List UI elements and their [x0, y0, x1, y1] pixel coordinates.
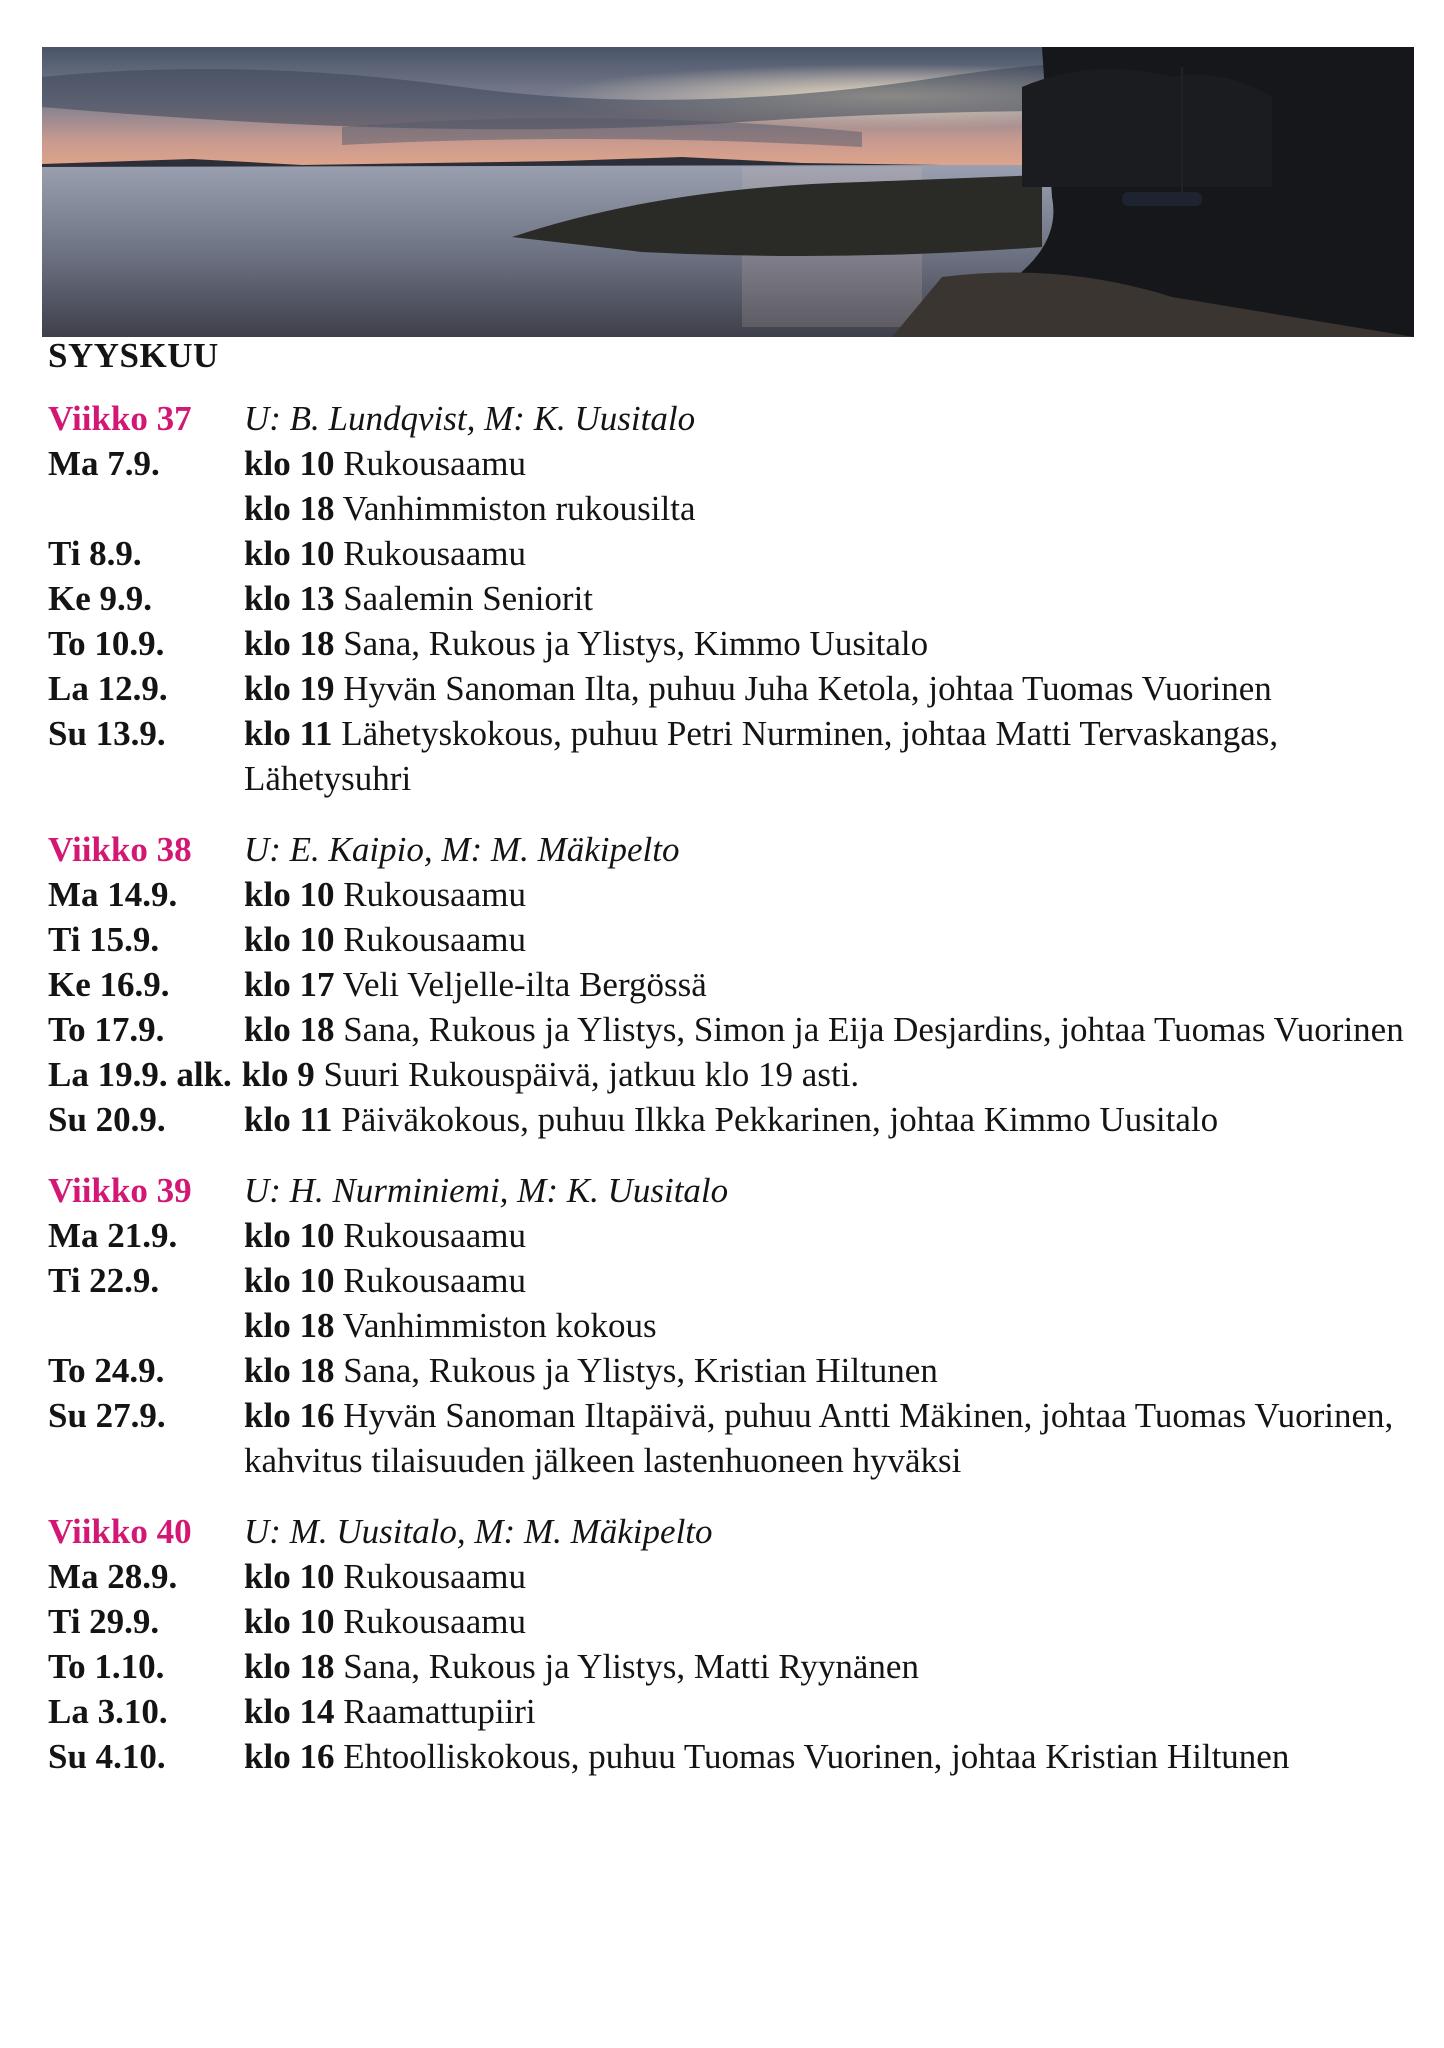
event-description: Sana, Rukous ja Ylistys, Kimmo Uusitalo	[343, 624, 929, 663]
event-day: To 10.9.	[48, 624, 165, 663]
event-day: To 17.9.	[48, 1010, 165, 1049]
event-description: Vanhimmiston rukousilta	[342, 489, 696, 528]
event-time: klo 16	[244, 1737, 335, 1776]
event-description: Suuri Rukouspäivä, jatkuu klo 19 asti.	[323, 1055, 860, 1094]
event-time: klo 13	[244, 579, 335, 618]
event-row	[48, 1258, 1408, 1303]
event-description: Rukousaamu	[343, 920, 526, 959]
event-time: klo 10	[244, 444, 335, 483]
event-row	[48, 1734, 1408, 1779]
event-row	[48, 1007, 1408, 1052]
event-description: Sana, Rukous ja Ylistys, Kristian Hiltunen	[343, 1351, 938, 1390]
event-day: Ma 28.9.	[48, 1557, 178, 1596]
event-text	[244, 576, 1408, 621]
event-description: Saalemin Seniorit	[343, 579, 594, 618]
event-day: La 3.10.	[48, 1692, 168, 1731]
event-row	[48, 872, 1408, 917]
event-text	[244, 1734, 1408, 1779]
event-row	[48, 1052, 1408, 1097]
month-title: SYYSKUU	[48, 336, 219, 375]
event-day: Su 4.10.	[48, 1737, 166, 1776]
event-description: Hyvän Sanoman Ilta, puhuu Juha Ketola, johtaa Tuomas Vuorinen	[343, 669, 1272, 708]
event-text	[242, 1052, 1408, 1097]
event-description: Rukousaamu	[343, 1261, 526, 1300]
event-day: Ke 9.9.	[48, 579, 153, 618]
event-day: Su 27.9.	[48, 1396, 166, 1435]
event-row	[48, 1689, 1408, 1734]
week-staff: U: M. Uusitalo, M: M. Mäkipelto	[244, 1512, 713, 1551]
event-text	[244, 1393, 1408, 1483]
week-label: Viikko 40	[48, 1512, 192, 1551]
event-text	[244, 1644, 1408, 1689]
event-description: Sana, Rukous ja Ylistys, Matti Ryynänen	[343, 1647, 919, 1686]
event-text	[244, 486, 1408, 531]
event-description: Hyvän Sanoman Iltapäivä, puhuu Antti Mäkinen, johtaa Tuomas Vuorinen, kahvitus tilaisuuden jälkeen lastenhuoneen hyväksi	[244, 1396, 1394, 1480]
event-description: Rukousaamu	[343, 1557, 526, 1596]
event-description: Rukousaamu	[343, 875, 526, 914]
event-row	[48, 917, 1408, 962]
event-day: Ti 22.9.	[48, 1261, 160, 1300]
event-row	[48, 711, 1408, 801]
event-time: klo 18	[244, 1306, 335, 1345]
event-day: Su 20.9.	[48, 1100, 166, 1139]
event-time: klo 17	[244, 965, 335, 1004]
event-time: klo 18	[244, 489, 335, 528]
event-day: Su 13.9.	[48, 714, 166, 753]
event-description: Vanhimmiston kokous	[342, 1306, 657, 1345]
event-description: Rukousaamu	[343, 1602, 526, 1641]
event-description: Rukousaamu	[343, 444, 526, 483]
event-text	[244, 872, 1408, 917]
event-time: klo 10	[244, 920, 335, 959]
event-time: klo 9	[241, 1055, 315, 1094]
event-row	[48, 666, 1408, 711]
week-staff: U: B. Lundqvist, M: K. Uusitalo	[244, 399, 696, 438]
event-text	[244, 1007, 1408, 1052]
event-day: Ti 15.9.	[48, 920, 160, 959]
event-text	[244, 1303, 1408, 1348]
event-row	[48, 441, 1408, 486]
event-text	[244, 666, 1408, 711]
event-row	[48, 1213, 1408, 1258]
event-day: Ti 8.9.	[48, 534, 142, 573]
event-row	[48, 1348, 1408, 1393]
week-label: Viikko 38	[48, 830, 192, 869]
week-staff: U: H. Nurminiemi, M: K. Uusitalo	[244, 1171, 729, 1210]
event-row	[48, 1303, 1408, 1348]
week-block	[48, 396, 1408, 801]
event-day: To 1.10.	[48, 1647, 165, 1686]
event-row	[48, 621, 1408, 666]
event-text	[244, 1554, 1408, 1599]
event-day: Ma 14.9.	[48, 875, 178, 914]
event-time: klo 10	[244, 1557, 335, 1596]
event-text	[244, 621, 1408, 666]
event-row	[48, 1097, 1408, 1142]
week-label: Viikko 37	[48, 399, 192, 438]
event-row	[48, 1644, 1408, 1689]
event-time: klo 10	[244, 1216, 335, 1255]
event-row	[48, 962, 1408, 1007]
event-description: Sana, Rukous ja Ylistys, Simon ja Eija Desjardins, johtaa Tuomas Vuorinen	[343, 1010, 1404, 1049]
event-time: klo 11	[244, 1100, 333, 1139]
event-description: Rukousaamu	[343, 534, 526, 573]
event-day: La 19.9. alk.	[48, 1055, 232, 1094]
event-day: Ma 7.9.	[48, 444, 160, 483]
event-description: Ehtoolliskokous, puhuu Tuomas Vuorinen, johtaa Kristian Hiltunen	[343, 1737, 1290, 1776]
event-description: Päiväkokous, puhuu Ilkka Pekkarinen, johtaa Kimmo Uusitalo	[341, 1100, 1219, 1139]
event-description: Rukousaamu	[343, 1216, 526, 1255]
event-time: klo 19	[244, 669, 335, 708]
event-row	[48, 1393, 1408, 1483]
event-row	[48, 1599, 1408, 1644]
event-text	[244, 1213, 1408, 1258]
event-day: To 24.9.	[48, 1351, 165, 1390]
event-text	[244, 1689, 1408, 1734]
event-time: klo 11	[244, 714, 333, 753]
event-description: Raamattupiiri	[343, 1692, 536, 1731]
event-day: Ti 29.9.	[48, 1602, 160, 1641]
week-header	[48, 1509, 1408, 1554]
event-row	[48, 531, 1408, 576]
event-text	[244, 1599, 1408, 1644]
week-header	[48, 827, 1408, 872]
event-text	[244, 531, 1408, 576]
event-day	[48, 1303, 244, 1348]
event-day	[48, 486, 244, 531]
event-day: Ke 16.9.	[48, 965, 170, 1004]
event-day: La 12.9.	[48, 669, 168, 708]
event-text	[244, 1258, 1408, 1303]
event-text	[244, 441, 1408, 486]
event-text	[244, 917, 1408, 962]
week-block	[48, 1168, 1408, 1483]
week-block	[48, 827, 1408, 1142]
week-staff: U: E. Kaipio, M: M. Mäkipelto	[244, 830, 680, 869]
week-block	[48, 1509, 1408, 1779]
lake-sunset-photo	[42, 47, 1414, 337]
event-time: klo 18	[244, 1351, 335, 1390]
event-text	[244, 711, 1408, 801]
event-description: Lähetyskokous, puhuu Petri Nurminen, johtaa Matti Tervaskangas, Lähetysuhri	[244, 714, 1279, 798]
event-time: klo 10	[244, 875, 335, 914]
event-time: klo 18	[244, 624, 335, 663]
event-day: Ma 21.9.	[48, 1216, 178, 1255]
week-header	[48, 396, 1408, 441]
event-time: klo 14	[244, 1692, 335, 1731]
event-time: klo 10	[244, 1602, 335, 1641]
week-header	[48, 1168, 1408, 1213]
event-text	[244, 1097, 1408, 1142]
event-time: klo 10	[244, 1261, 335, 1300]
event-time: klo 10	[244, 534, 335, 573]
event-text	[244, 962, 1408, 1007]
event-row	[48, 576, 1408, 621]
event-description: Veli Veljelle-ilta Bergössä	[342, 965, 707, 1004]
event-time: klo 18	[244, 1647, 335, 1686]
event-row	[48, 1554, 1408, 1599]
week-label: Viikko 39	[48, 1171, 192, 1210]
schedule	[48, 396, 1408, 1805]
event-text	[244, 1348, 1408, 1393]
event-row	[48, 486, 1408, 531]
event-time: klo 18	[244, 1010, 335, 1049]
event-time: klo 16	[244, 1396, 335, 1435]
